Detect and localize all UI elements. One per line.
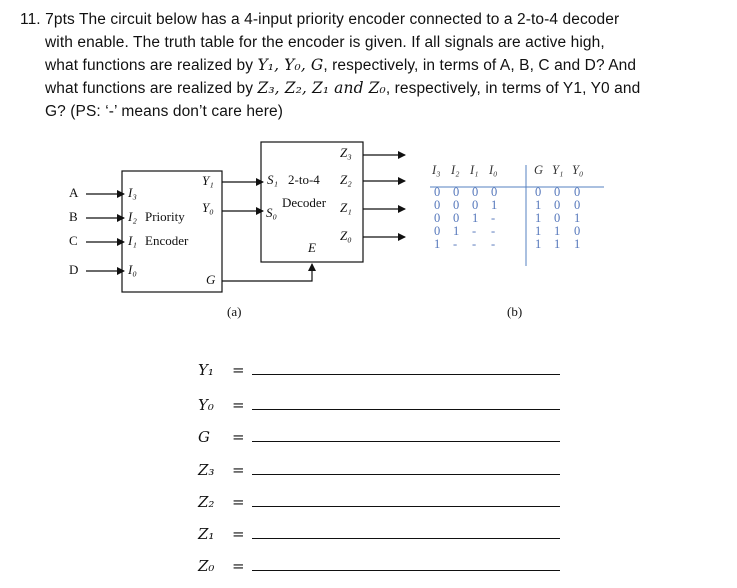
math-z-outputs: Z₃, Z₂, Z₁ and Z₀ xyxy=(257,79,386,97)
table-body xyxy=(430,186,606,251)
th-i2: I₂ xyxy=(451,163,460,177)
table-cell: 1 xyxy=(574,211,581,225)
table-cell: - xyxy=(453,237,458,251)
table-cell: 0 xyxy=(472,185,479,199)
encoder-y1: Y₁ xyxy=(202,173,214,188)
decoder-z1: Z₁ xyxy=(340,200,352,215)
table-cell: 0 xyxy=(491,185,498,199)
math-y1-y0-g: Y₁, Y₀, G xyxy=(257,56,324,74)
question-text-3a: what functions are realized by xyxy=(45,57,258,74)
question-text-3b: , respectively, in terms of A, B, C and D? And xyxy=(323,57,637,74)
encoder-i2: I₂ xyxy=(128,209,137,224)
answer-blank[interactable] xyxy=(252,441,560,442)
encoder-i1: I₁ xyxy=(128,233,137,248)
table-cell: 0 xyxy=(453,185,460,199)
table-row xyxy=(430,238,606,251)
equals-sign: = xyxy=(232,493,245,511)
table-cell: - xyxy=(491,211,496,225)
input-d: D xyxy=(69,262,79,277)
table-cell: 0 xyxy=(554,198,561,212)
answer-blank[interactable] xyxy=(252,570,560,571)
table-cell: 0 xyxy=(554,211,561,225)
answer-row xyxy=(198,551,560,575)
table-cell: 1 xyxy=(453,224,460,238)
table-cell: 1 xyxy=(535,224,542,238)
table-cell: 1 xyxy=(491,198,498,212)
th-g: G xyxy=(534,163,544,177)
question-text-1: The circuit below has a 4-input priority encoder connected to a 2-to-4 decoder xyxy=(74,11,620,28)
table-header xyxy=(430,164,606,186)
table-cell: 0 xyxy=(574,224,581,238)
decoder-name-2: Decoder xyxy=(282,195,327,210)
answer-row xyxy=(198,487,560,511)
question-line-5: G? (PS: ‘-’ means don’t care here) xyxy=(45,103,284,120)
question-line-2: with enable. The truth table for the encoder is given. If all signals are active high, xyxy=(45,34,605,51)
equals-sign: = xyxy=(232,525,245,543)
table-cell: 0 xyxy=(434,185,441,199)
answer-blank[interactable] xyxy=(252,474,560,475)
table-cell: 0 xyxy=(574,198,581,212)
table-cell: - xyxy=(472,237,477,251)
th-i1: I₁ xyxy=(470,163,479,177)
table-cell: - xyxy=(491,237,496,251)
encoder-g: G xyxy=(206,272,216,287)
answer-label: Y₁ xyxy=(198,361,214,379)
encoder-i0: I₀ xyxy=(128,262,137,277)
table-cell: 0 xyxy=(535,185,542,199)
answer-blank[interactable] xyxy=(252,409,560,410)
question-text-4a: what functions are realized by xyxy=(45,80,258,97)
equals-sign: = xyxy=(232,461,245,479)
encoder-name-1: Priority xyxy=(145,209,185,224)
answer-blank[interactable] xyxy=(252,506,560,507)
encoder-i3: I₃ xyxy=(128,185,137,200)
th-y0: Y₀ xyxy=(572,163,584,177)
table-cell: 1 xyxy=(472,211,479,225)
caption-a: (a) xyxy=(227,304,242,319)
wire-g-enable xyxy=(222,264,312,281)
answer-row xyxy=(198,519,560,543)
decoder-s1: S₁ xyxy=(267,172,279,187)
question-points: 7pts xyxy=(45,11,75,28)
table-cell: 0 xyxy=(574,185,581,199)
table-cell: 0 xyxy=(434,224,441,238)
answer-label: G xyxy=(198,428,210,446)
table-cell: - xyxy=(491,224,496,238)
table-cell: 0 xyxy=(453,198,460,212)
caption-b: (b) xyxy=(507,304,523,319)
encoder-y0: Y₀ xyxy=(202,200,214,215)
input-a: A xyxy=(69,185,79,200)
table-cell: 0 xyxy=(554,185,561,199)
equals-sign: = xyxy=(232,361,245,379)
question-number: 11. xyxy=(20,11,41,28)
equals-sign: = xyxy=(232,396,245,414)
question-text-4b: , respectively, in terms of Y1, Y0 and xyxy=(385,80,641,97)
answer-label: Z₃ xyxy=(198,461,215,479)
input-b: B xyxy=(69,209,78,224)
table-cell: 1 xyxy=(535,237,542,251)
answer-blank[interactable] xyxy=(252,374,560,375)
equals-sign: = xyxy=(232,428,245,446)
encoder-name-2: Encoder xyxy=(145,233,189,248)
answer-row xyxy=(198,422,560,446)
table-cell: 1 xyxy=(535,211,542,225)
answer-label: Z₂ xyxy=(198,493,215,511)
table-cell: 1 xyxy=(574,237,581,251)
equals-sign: = xyxy=(232,557,245,575)
truth-table xyxy=(430,164,606,251)
th-i3: I₃ xyxy=(432,163,441,177)
decoder-s0: S₀ xyxy=(266,205,278,220)
decoder-z2: Z₂ xyxy=(340,172,352,187)
table-cell: - xyxy=(472,224,477,238)
answer-row xyxy=(198,455,560,479)
th-y1: Y₁ xyxy=(552,163,564,177)
table-cell: 1 xyxy=(554,224,561,238)
input-c: C xyxy=(69,233,78,248)
decoder-enable: E xyxy=(308,240,316,255)
table-cell: 1 xyxy=(554,237,561,251)
table-cell: 0 xyxy=(472,198,479,212)
answer-label: Y₀ xyxy=(198,396,214,414)
answer-blank[interactable] xyxy=(252,538,560,539)
decoder-z3: Z₃ xyxy=(340,145,352,160)
table-cell: 0 xyxy=(453,211,460,225)
answer-label: Z₀ xyxy=(198,557,215,575)
decoder-z0: Z₀ xyxy=(340,228,352,243)
th-i0: I₀ xyxy=(489,163,498,177)
table-cell: 0 xyxy=(434,211,441,225)
table-cell: 1 xyxy=(434,237,441,251)
answer-row xyxy=(198,355,560,379)
table-cell: 0 xyxy=(434,198,441,212)
answer-row xyxy=(198,390,560,414)
answer-label: Z₁ xyxy=(198,525,215,543)
decoder-name-1: 2-to-4 xyxy=(288,172,320,187)
table-cell: 1 xyxy=(535,198,542,212)
